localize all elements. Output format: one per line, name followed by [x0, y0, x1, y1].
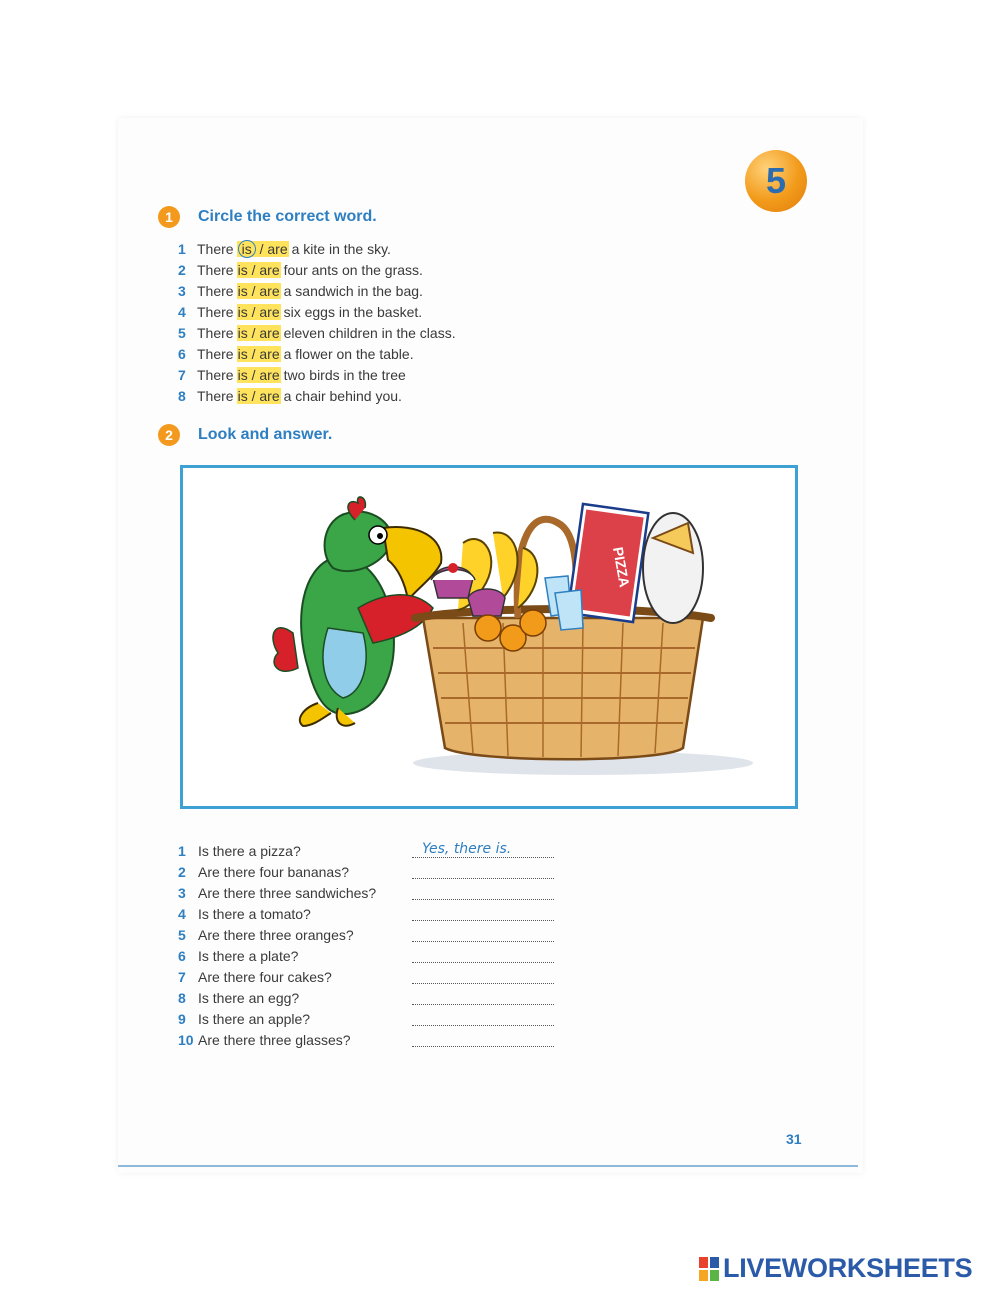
answer-field[interactable]: [412, 885, 554, 900]
parrot-and-basket-illustration: [183, 468, 795, 806]
page-number: 31: [786, 1131, 802, 1147]
exercise-1-item: [178, 238, 456, 259]
question-text: Are there three glasses?: [198, 1031, 351, 1048]
item-start: There: [197, 240, 234, 257]
unit-number-badge: [745, 150, 807, 212]
item-start: There: [197, 387, 234, 404]
option-is[interactable]: is: [237, 345, 248, 362]
item-rest: eleven children in the class.: [283, 324, 456, 341]
option-separator: /: [251, 366, 256, 383]
item-rest: two birds in the tree: [283, 366, 406, 383]
pizza-box-label: PIZZA: [610, 545, 633, 589]
exercise-2-number: 2: [158, 424, 180, 446]
answer-field[interactable]: [412, 906, 554, 921]
exercise-2-question: [178, 966, 554, 987]
parrot-icon: [273, 497, 441, 726]
option-is[interactable]: is: [237, 261, 248, 278]
question-text: Are there four bananas?: [198, 863, 349, 880]
question-number: 1: [178, 842, 186, 859]
item-number: 2: [178, 261, 186, 278]
answer-field[interactable]: [412, 864, 554, 879]
option-is[interactable]: is: [238, 240, 256, 258]
item-rest: a chair behind you.: [283, 387, 402, 404]
question-number: 10: [178, 1031, 194, 1048]
exercise-2-question: [178, 945, 554, 966]
word-choice[interactable]: [237, 241, 289, 257]
answer-field[interactable]: [412, 948, 554, 963]
item-start: There: [197, 303, 234, 320]
exercise-1-item: [178, 259, 456, 280]
option-separator: /: [259, 240, 264, 257]
option-separator: /: [251, 303, 256, 320]
option-are[interactable]: are: [259, 366, 280, 383]
answer-field[interactable]: [412, 1011, 554, 1026]
option-is[interactable]: is: [237, 282, 248, 299]
option-is[interactable]: is: [237, 324, 248, 341]
item-number: 4: [178, 303, 186, 320]
exercise-2-question: [178, 840, 554, 861]
option-separator: /: [251, 387, 256, 404]
question-number: 9: [178, 1010, 186, 1027]
answer-text: Yes, there is.: [422, 841, 512, 857]
item-start: There: [197, 261, 234, 278]
exercise-1-item: [178, 280, 456, 301]
item-number: 8: [178, 387, 186, 404]
option-are[interactable]: are: [259, 387, 280, 404]
question-number: 8: [178, 989, 186, 1006]
exercise-2-list: [178, 840, 554, 1050]
word-choice[interactable]: [237, 388, 281, 404]
question-number: 7: [178, 968, 186, 985]
exercise-1-item: [178, 301, 456, 322]
exercise-2-question: [178, 882, 554, 903]
liveworksheets-logo-text: LIVEWORKSHEETS: [723, 1253, 973, 1283]
picnic-basket-picture: [180, 465, 798, 809]
option-separator: /: [251, 345, 256, 362]
question-text: Is there a pizza?: [198, 842, 301, 859]
option-are[interactable]: are: [259, 345, 280, 362]
liveworksheets-logo-icon: [698, 1256, 720, 1282]
option-are[interactable]: are: [259, 303, 280, 320]
footer-divider: [118, 1165, 858, 1167]
item-number: 6: [178, 345, 186, 362]
exercise-2-question: [178, 1029, 554, 1050]
item-number: 3: [178, 282, 186, 299]
question-number: 4: [178, 905, 186, 922]
exercise-2-title: Look and answer.: [198, 426, 333, 443]
exercise-2-question: [178, 924, 554, 945]
exercise-2-question: [178, 903, 554, 924]
question-text: Is there an apple?: [198, 1010, 311, 1027]
exercise-1-number: 1: [158, 206, 180, 228]
exercise-1-item: [178, 364, 456, 385]
exercise-1-item: [178, 385, 456, 406]
option-is[interactable]: is: [237, 303, 248, 320]
exercise-1-item: [178, 322, 456, 343]
item-start: There: [197, 366, 234, 383]
exercise-1-item: [178, 343, 456, 364]
item-rest: a sandwich in the bag.: [283, 282, 423, 299]
option-is[interactable]: is: [237, 366, 248, 383]
word-choice[interactable]: [237, 262, 281, 278]
word-choice[interactable]: [237, 304, 281, 320]
question-text: Are there four cakes?: [198, 968, 332, 985]
option-is[interactable]: is: [237, 387, 248, 404]
word-choice[interactable]: [237, 367, 281, 383]
item-number: 7: [178, 366, 186, 383]
answer-field[interactable]: [412, 969, 554, 984]
option-separator: /: [251, 261, 256, 278]
word-choice[interactable]: [237, 283, 281, 299]
item-start: There: [197, 324, 234, 341]
answer-field[interactable]: [412, 843, 554, 858]
question-text: Are there three oranges?: [198, 926, 354, 943]
item-rest: six eggs in the basket.: [283, 303, 423, 320]
item-start: There: [197, 345, 234, 362]
question-number: 2: [178, 863, 186, 880]
exercise-2-question: [178, 861, 554, 882]
exercise-2-question: [178, 987, 554, 1008]
answer-field[interactable]: [412, 1032, 554, 1047]
question-number: 3: [178, 884, 186, 901]
exercise-2-question: [178, 1008, 554, 1029]
question-text: Is there an egg?: [198, 989, 300, 1006]
exercise-2-heading: [158, 424, 332, 446]
word-choice[interactable]: [237, 325, 281, 341]
exercise-1-title: Circle the correct word.: [198, 208, 377, 225]
option-are[interactable]: are: [259, 282, 280, 299]
answer-field[interactable]: [412, 927, 554, 942]
exercise-1-list: [178, 238, 456, 406]
exercise-1-heading: [158, 206, 377, 228]
option-are[interactable]: are: [267, 240, 288, 257]
question-number: 6: [178, 947, 186, 964]
question-text: Are there three sandwiches?: [198, 884, 377, 901]
liveworksheets-logo: [698, 1253, 972, 1284]
item-start: There: [197, 282, 234, 299]
item-rest: a kite in the sky.: [291, 240, 391, 257]
question-number: 5: [178, 926, 186, 943]
option-are[interactable]: are: [259, 261, 280, 278]
item-rest: a flower on the table.: [283, 345, 414, 362]
item-rest: four ants on the grass.: [283, 261, 423, 278]
answer-field[interactable]: [412, 990, 554, 1005]
item-number: 1: [178, 240, 186, 257]
option-separator: /: [251, 282, 256, 299]
option-are[interactable]: are: [259, 324, 280, 341]
word-choice[interactable]: [237, 346, 281, 362]
question-text: Is there a tomato?: [198, 905, 311, 922]
unit-number: 5: [765, 160, 787, 201]
item-number: 5: [178, 324, 186, 341]
question-text: Is there a plate?: [198, 947, 299, 964]
option-separator: /: [251, 324, 256, 341]
